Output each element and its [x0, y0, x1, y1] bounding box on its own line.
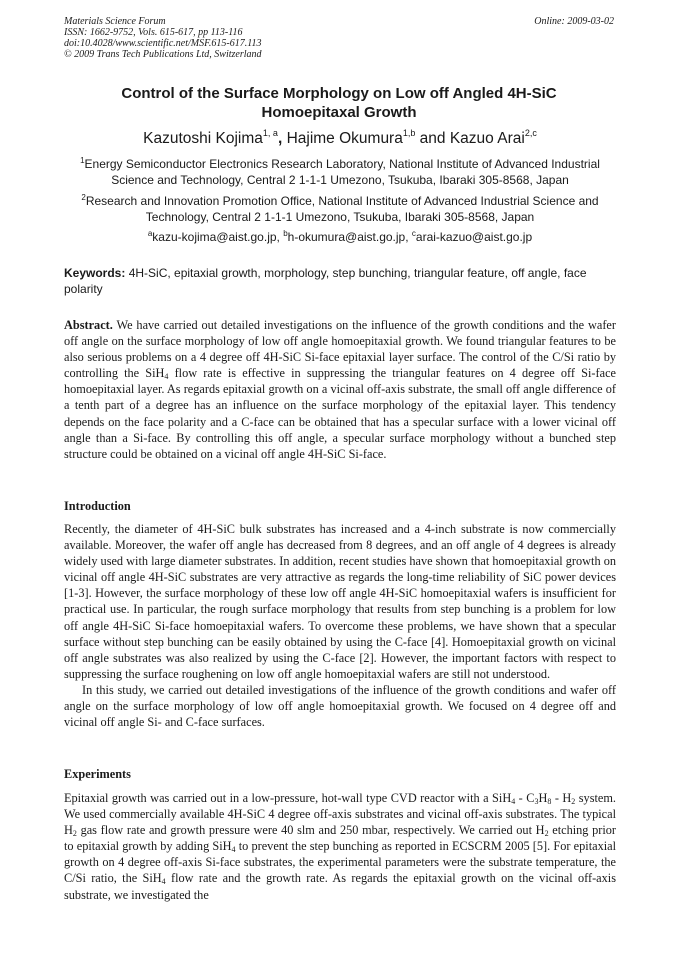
keywords-text: 4H-SiC, epitaxial growth, morphology, step bunching, triangular feature, off angle, face polarity: [64, 266, 587, 296]
subscript: 8: [547, 797, 552, 806]
journal-name: Materials Science Forum: [64, 16, 166, 27]
subscript: 4: [511, 797, 516, 806]
experiments-heading: Experiments: [64, 767, 131, 781]
abstract-text: flow rate is effective in suppressing the triangular features on 4 degree off Si-face homoepitaxial layer. As regards epitaxial growth on a vicinal off-axis substrate, the small off angle difference of a tenth part of a degree has an influence on the surface morphology of the epitaxial layer. This tendency depends on the face polarity and a C-face can be obtained that has a specular surface with a lower vicinal off angle than a Si-face. By controlling this off angle, a specular surface morphology without a bunched step structure could be obtained on a vicinal off angle 4H-SiC Si-face.: [64, 366, 616, 461]
author-name: Kazuo Arai: [449, 130, 525, 147]
email-list: [64, 229, 616, 245]
subscript: 3: [534, 797, 539, 806]
subscript: 4: [164, 372, 169, 382]
subscript: 2: [544, 829, 549, 839]
author-sup: 1, a: [262, 128, 278, 138]
email-address[interactable]: arai-kazuo@aist.go.jp: [415, 230, 533, 244]
affiliation-text: Energy Semiconductor Electronics Research Laboratory, National Institute of Advanced Industrial Science and Technology, Central 2 1-1-1 Umezono, Tsukuba, Ibaraki 305-8568, Japan: [84, 157, 600, 187]
text-run: gas flow rate and growth pressure were 40 slm and 250 mbar, respectively. We carried out H: [76, 823, 545, 838]
author-name: Hajime Okumura: [286, 130, 403, 147]
author-separator: ,: [277, 130, 287, 147]
text-run: - C: [515, 791, 535, 805]
email-sup: a: [147, 229, 153, 238]
keywords: [64, 265, 616, 297]
text-run: flow rate and the growth rate. As regards the epitaxial growth on the vicinal off-axis substrate, we investigated the: [64, 871, 616, 902]
online-date: Online: 2009-03-02: [534, 16, 614, 27]
email-sup: b: [283, 229, 288, 238]
author-sup: 1,b: [402, 128, 416, 138]
text-run: to prevent the step bunching as reported in ECSCRM 2005 [5]. For epitaxial growth on 4 degree off-axis Si-face substrates, the experimental parameters were the substrate temperature, the C/Si ratio, the SiH: [64, 839, 617, 886]
issn-line: ISSN: 1662-9752, Vols. 615-617, pp 113-116: [64, 27, 243, 38]
keywords-label: Keywords:: [64, 266, 126, 280]
abstract: [64, 317, 616, 462]
email-address[interactable]: h-okumura@aist.go.jp,: [287, 230, 412, 244]
affiliation-text: Research and Innovation Promotion Office, National Institute of Advanced Industrial Science and Technology, Central 2 1-1-1 Umezono, Tsukuba, Ibaraki 305-8568, Japan: [85, 194, 599, 224]
introduction-heading: Introduction: [64, 499, 131, 513]
subscript: 2: [72, 829, 77, 839]
text-run: - H: [551, 791, 572, 805]
subscript: 2: [571, 797, 576, 806]
author-sup: 2,c: [524, 128, 537, 138]
author-list: [64, 130, 616, 148]
copyright-line: © 2009 Trans Tech Publications Ltd, Switzerland: [64, 49, 262, 60]
text-run: system. We used commercially available 4H-SiC 4 degree off-axis substrates and vicinal off-axis substrates. The typical H: [64, 791, 617, 838]
author-separator: and: [415, 130, 450, 147]
affiliation-sup: 2: [81, 193, 86, 202]
doi-line[interactable]: doi:10.4028/www.scientific.net/MSF.615-617.113: [64, 38, 262, 49]
paragraph: In this study, we carried out detailed investigations of the influence of the growth conditions and wafer off angle on the surface morphology of low off angle homoepitaxial growth. We focused on 4 degree off and vicinal off angle Si- and C-face surfaces.: [64, 682, 616, 730]
text-run: Epitaxial growth was carried out in a low-pressure, hot-wall type CVD reactor with a SiH: [64, 791, 512, 805]
affiliation-2: [64, 193, 616, 225]
paragraph: [64, 790, 616, 903]
affiliation-sup: 1: [80, 156, 85, 165]
affiliation-1: [64, 156, 616, 188]
subscript: 4: [231, 845, 236, 855]
introduction-body: [64, 521, 616, 730]
abstract-label: Abstract.: [64, 318, 113, 332]
author-name: Kazutoshi Kojima: [143, 130, 263, 147]
paper-title: Control of the Surface Morphology on Low off Angled 4H-SiC Homoepitaxal Growth: [121, 85, 557, 121]
email-address[interactable]: kazu-kojima@aist.go.jp,: [152, 230, 284, 244]
abstract-text: We have carried out detailed investigations on the influence of the growth conditions and the wafer off angle on the surface morphology of low off angle homoepitaxial growth. We found triangular features to be also serious problems on a 4 degree off 4H-SiC Si-face epitaxial layer surface. The control of the C/Si ratio by controlling the SiH: [64, 318, 616, 381]
journal-header: [64, 16, 616, 60]
email-sup: c: [411, 229, 416, 238]
subscript: 4: [161, 877, 166, 887]
paragraph: Recently, the diameter of 4H-SiC bulk substrates has increased and a 4-inch substrate is now commercially available. Moreover, the wafer off angle has decreased from 8 degrees, and an off angle of 4 degrees is already widely used with large diameter substrates. In addition, recent studies have shown that homoepitaxial growth on vicinal off angle 4H-SiC substrates are very attractive as regards the long-time reliability of SiC power devices [1-3]. However, the surface morphology of these low off angle 4H-SiC homoepitaxial wafers is insufficient for practical use. In particular, the rough surface morphology that results from step bunching is a problem for low off angle 4H-SiC Si-face homoepitaxial wafers. To overcome these problems, we have shown that a specular surface without step bunching can be easily obtained by using the C-face [4]. Homoepitaxial growth on vicinal off angle substrates was also realized by using the C-face [2]. However, the important factors with respect to suppressing the surface roughening on low off angle homoepitaxial wafers are still not understood.: [64, 522, 616, 681]
experiments-body: [64, 790, 616, 903]
text-run: H: [538, 791, 548, 805]
text-run: etching prior to epitaxial growth by adding SiH: [64, 823, 617, 854]
